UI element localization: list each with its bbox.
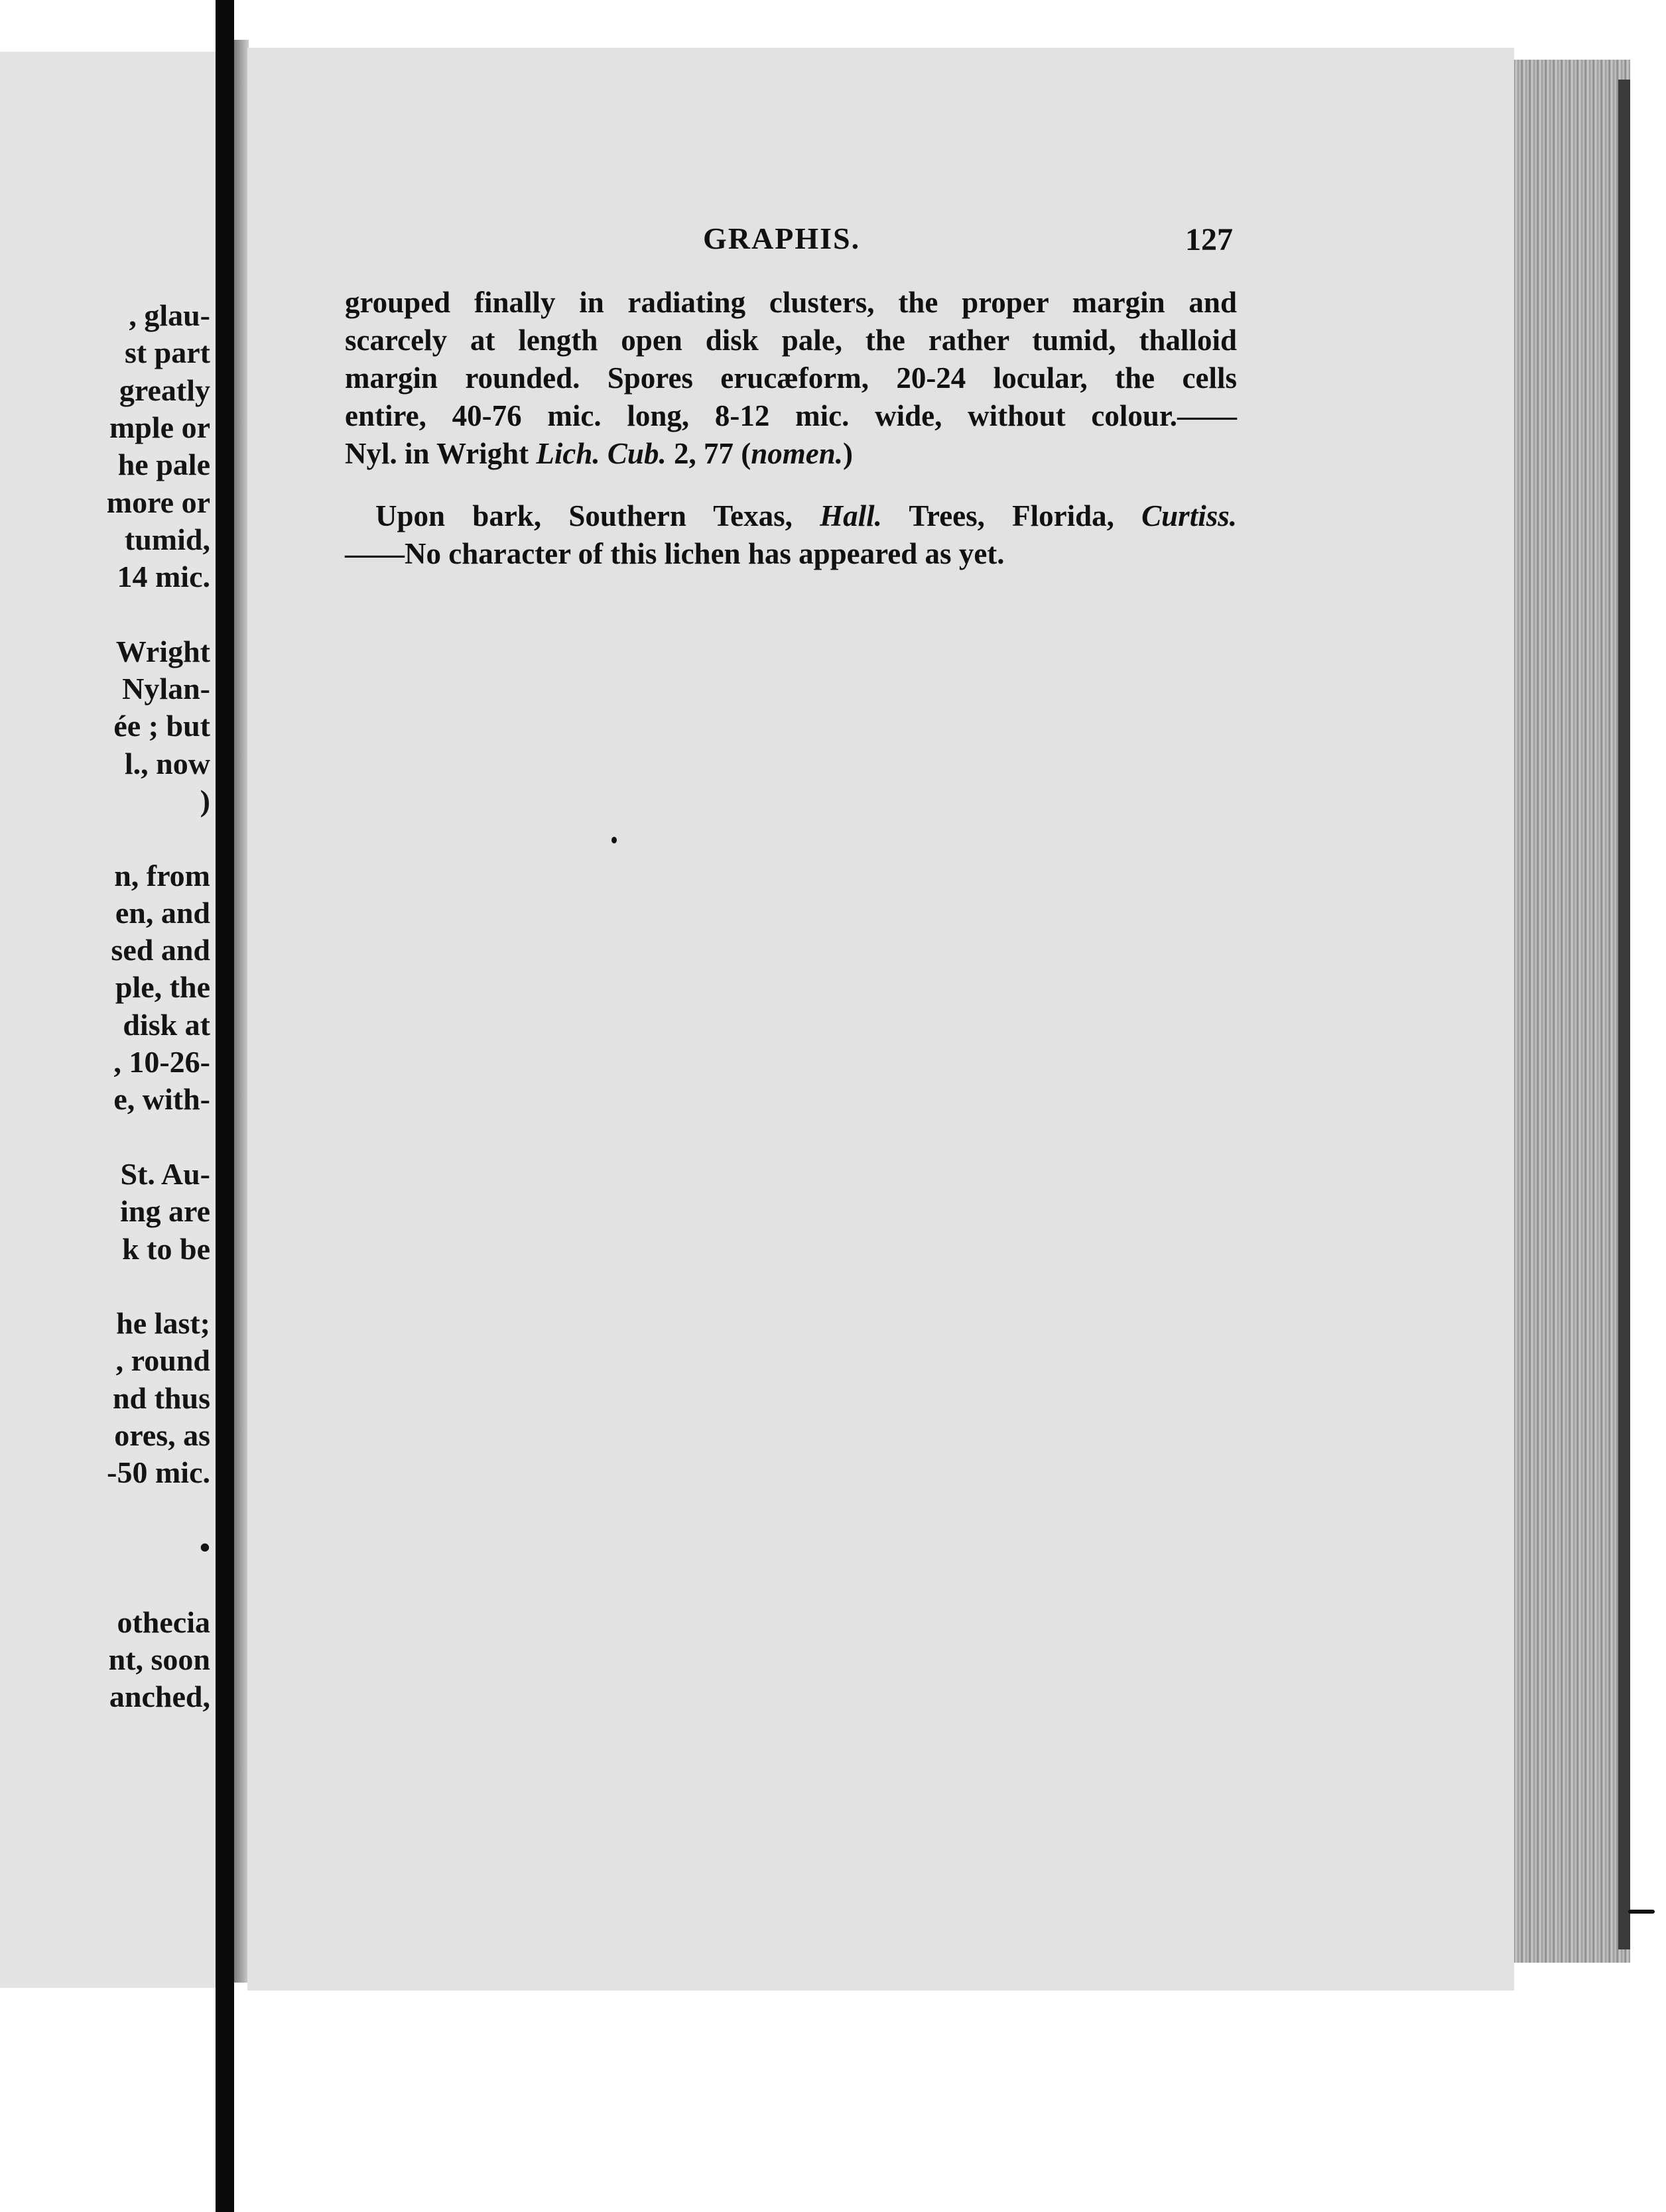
paragraph-description bbox=[345, 284, 1237, 473]
left-page-line: n, from bbox=[114, 858, 210, 892]
left-page-line: disk at bbox=[123, 1007, 210, 1042]
left-page-line: Nylan- bbox=[122, 672, 210, 706]
left-page-line: st part bbox=[124, 336, 210, 370]
collector-name: Hall. bbox=[820, 499, 882, 532]
left-page-line: more or bbox=[106, 485, 210, 519]
collector-name: Curtiss. bbox=[1141, 499, 1237, 532]
previous-page-fragment bbox=[0, 52, 216, 1988]
left-page-line: ing are bbox=[120, 1194, 210, 1229]
scan-speck bbox=[1628, 1910, 1655, 1914]
left-page-line: greatly bbox=[119, 373, 210, 407]
running-title: GRAPHIS. bbox=[703, 221, 861, 255]
left-page-line: , round bbox=[115, 1343, 210, 1378]
book-gutter bbox=[216, 0, 234, 2212]
paragraph-habitat bbox=[345, 497, 1237, 573]
page-number: 127 bbox=[1185, 222, 1233, 257]
left-page-line: he last; bbox=[116, 1306, 210, 1341]
left-page-line: ) bbox=[200, 783, 210, 818]
left-page-line: , 10-26- bbox=[113, 1045, 210, 1079]
left-page-line: sed and bbox=[111, 933, 210, 967]
left-page-line: ée ; but bbox=[113, 709, 210, 743]
text-line: scarcely at length open disk pale, the rather tumid, thalloid bbox=[345, 324, 1237, 357]
gutter-shadow bbox=[234, 40, 249, 1983]
text-line: ——No character of this lichen has appeared as yet. bbox=[345, 537, 1005, 570]
text-line: entire, 40-76 mic. long, 8-12 mic. wide, without colour.—— bbox=[345, 399, 1237, 432]
text-line: margin rounded. Spores erucæform, 20-24 locular, the cells bbox=[345, 361, 1237, 395]
scan-speck bbox=[611, 837, 617, 843]
left-page-line: en, and bbox=[115, 895, 210, 930]
left-page-line: ores, as bbox=[114, 1418, 210, 1452]
left-page-line: Wright bbox=[115, 634, 210, 668]
left-page-line: , glau- bbox=[129, 298, 210, 332]
left-page-line: mple or bbox=[109, 410, 210, 444]
left-page-line: he pale bbox=[117, 448, 210, 482]
left-page-line: k to be bbox=[122, 1231, 210, 1266]
text-line-citation: Nyl. in Wright Lich. Cub. 2, 77 (nomen.) bbox=[345, 437, 853, 470]
left-page-line: othecia bbox=[117, 1605, 210, 1639]
left-page-line: tumid, bbox=[124, 522, 210, 556]
left-page-line: 14 mic. bbox=[117, 560, 210, 594]
left-page-line: • bbox=[199, 1530, 210, 1564]
bleed-through-text bbox=[606, 664, 613, 698]
left-page-line: l., now bbox=[124, 746, 210, 780]
left-page-line: -50 mic. bbox=[107, 1455, 210, 1490]
left-page-line: e, with- bbox=[113, 1082, 210, 1117]
left-page-line: nt, soon bbox=[108, 1642, 210, 1676]
text-line-habitat: Upon bark, Southern Texas, Hall. Trees, Florida, Curtiss. bbox=[375, 499, 1237, 532]
left-page-line: St. Au- bbox=[120, 1156, 210, 1191]
page-stack-edge bbox=[1514, 60, 1630, 1963]
left-page-line: ple, the bbox=[115, 970, 210, 1005]
text-line: grouped finally in radiating clusters, the proper margin and bbox=[345, 286, 1237, 319]
page-stack-shadow bbox=[1618, 80, 1630, 1949]
citation-title: Lich. Cub. bbox=[536, 437, 667, 470]
left-page-line: nd thus bbox=[112, 1381, 210, 1415]
left-page-line: anched, bbox=[109, 1680, 210, 1714]
citation-note: nomen. bbox=[751, 437, 843, 470]
